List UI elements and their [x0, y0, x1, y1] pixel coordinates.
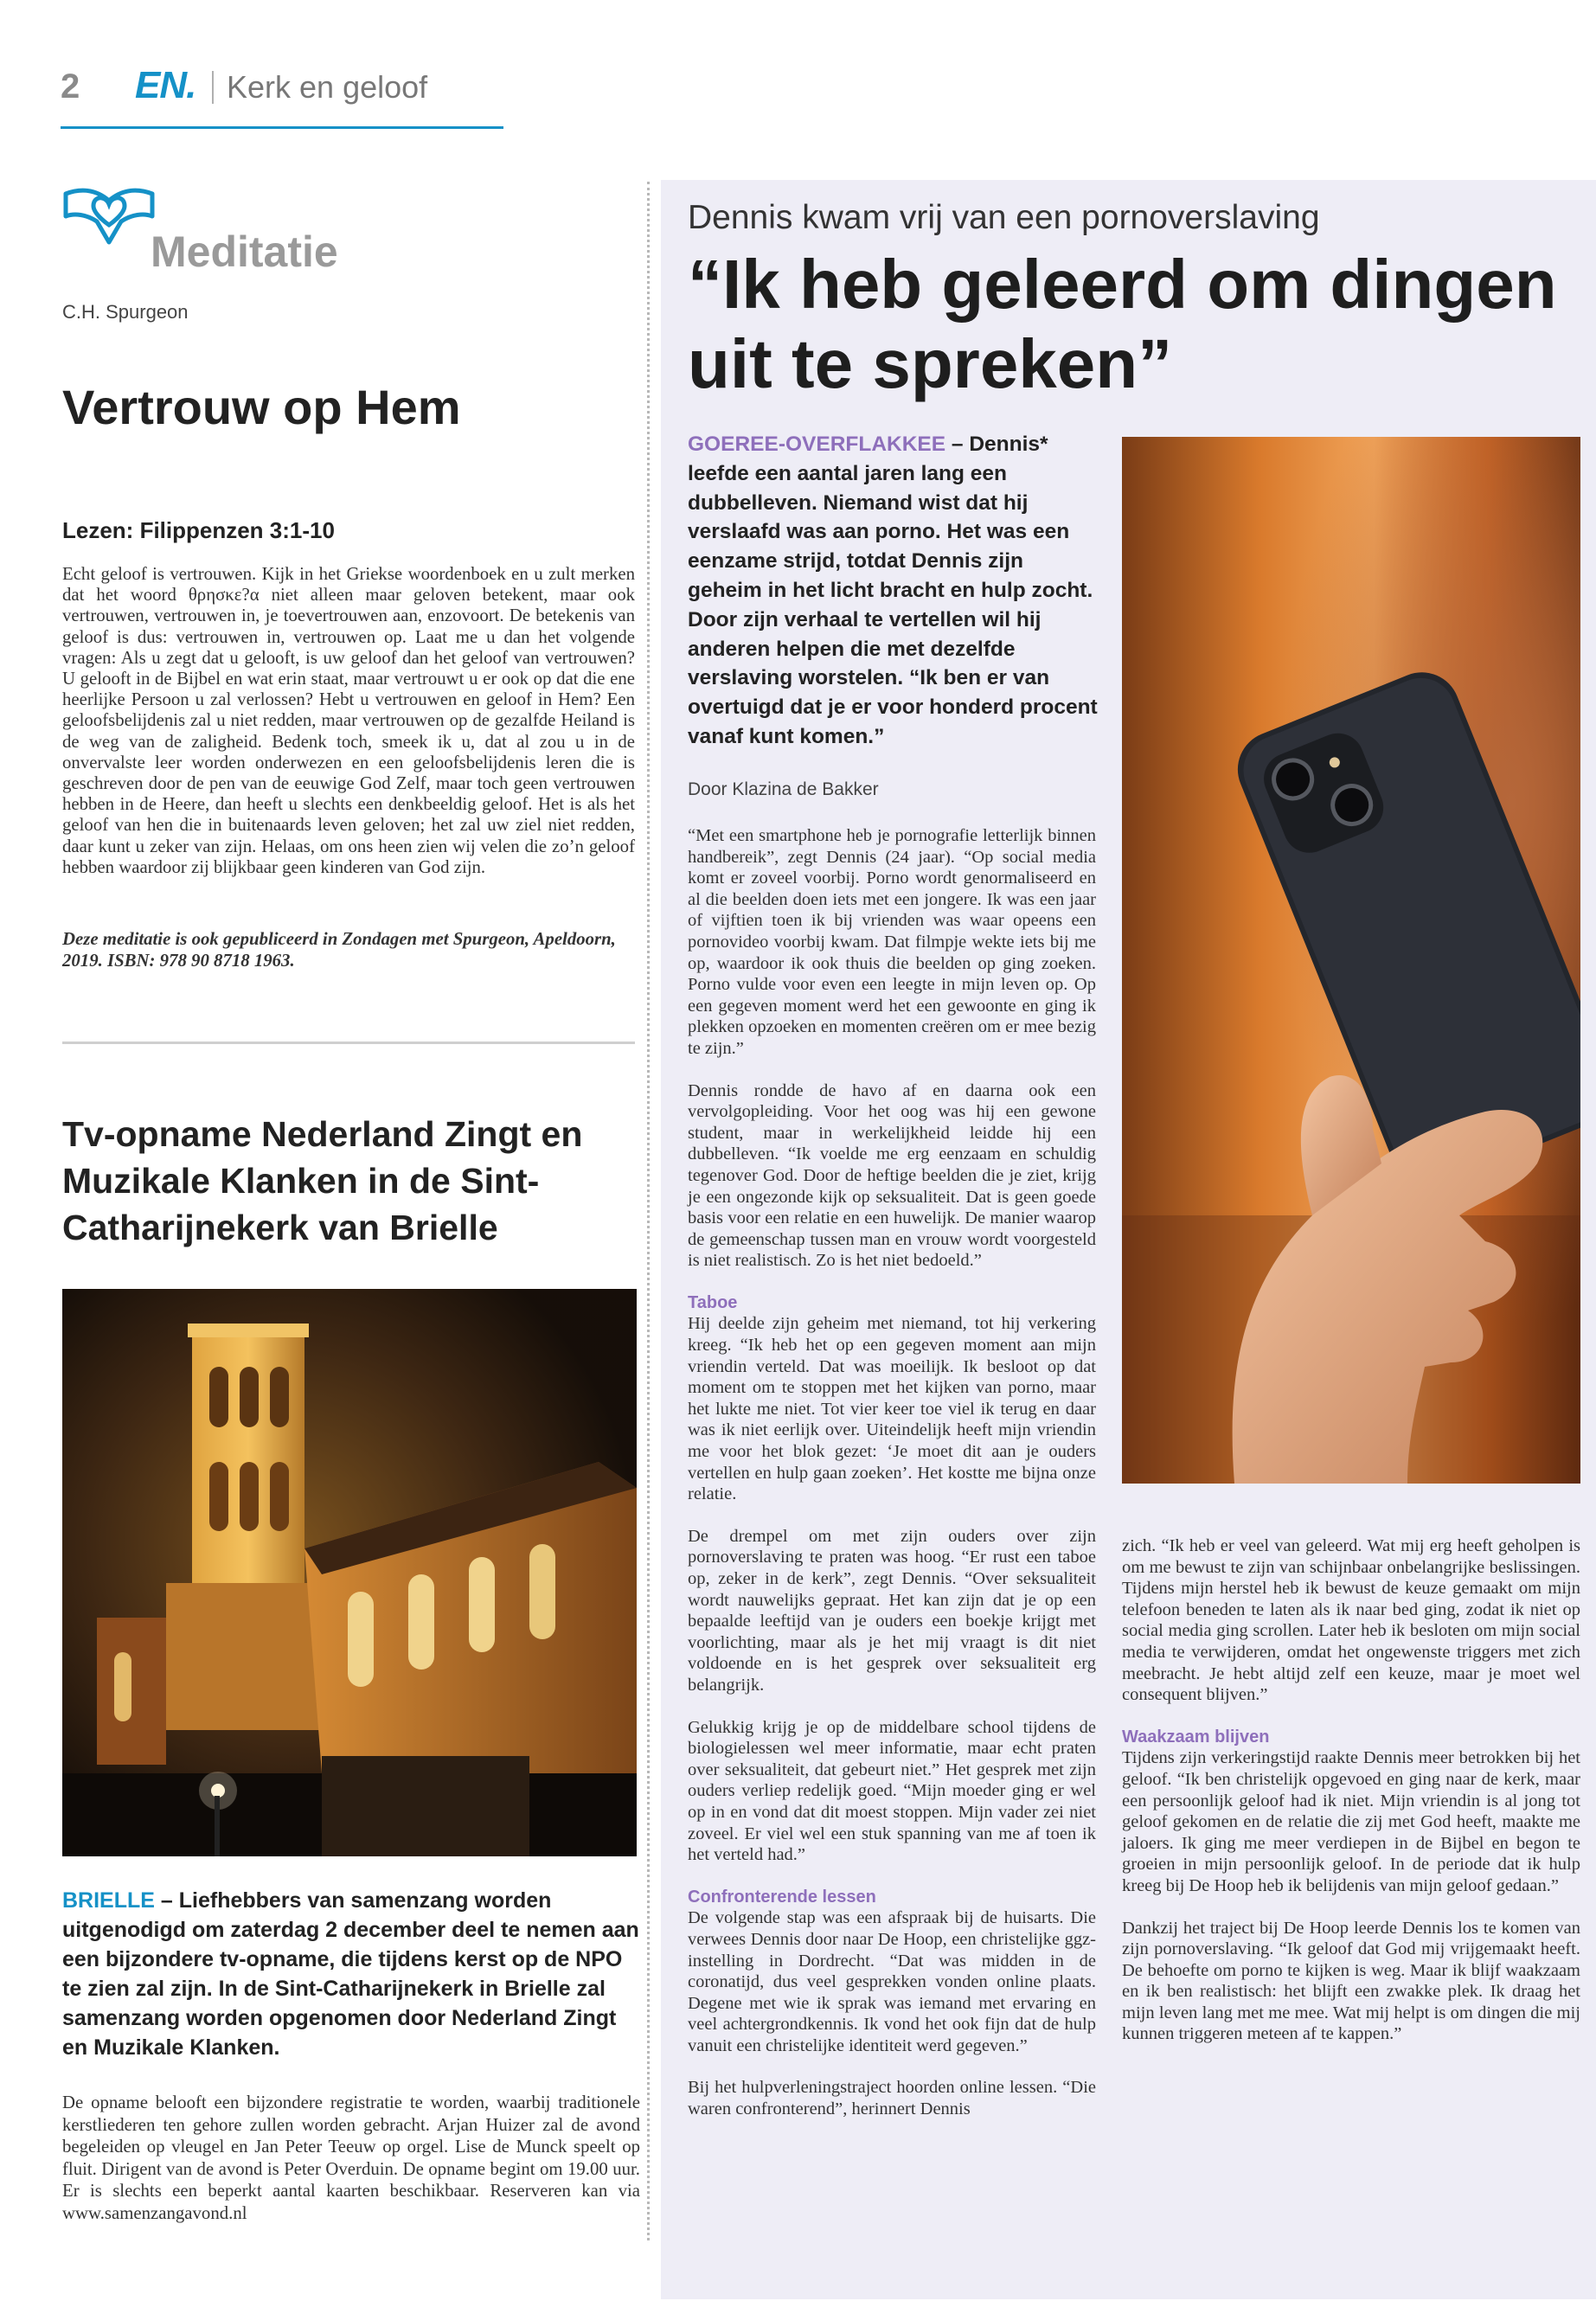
church-photo: [62, 1289, 637, 1856]
feature-column-2: [1122, 1535, 1580, 2066]
meditation-note: Deze meditatie is ook gepubliceerd in Zondagen met Spurgeon, Apeldoorn, 2019. ISBN: 978 90 8718 1963.: [62, 929, 616, 971]
tv-article-title: Tv-opname Nederland Zingt en Muzikale Klanken in de Sint-Catharijnekerk van Brielle: [62, 1114, 583, 1247]
header-separator: [212, 71, 214, 104]
feature-column-1: [688, 825, 1096, 2141]
subheading-taboe: Taboe: [688, 1292, 738, 1312]
feature-paragraph: Tijdens zijn verkeringstijd raakte Dennis meer betrokken bij het geloof. “Ik ben christelijk opgevoed en ging naar de kerk, maar een persoonlijk geloof had ik niet. Mijn vriendin is al jong tot geloof gekomen en de relatie die zij met God heeft, maakte me jaloers. Ik ging me meer verdiepen in de Bijbel en begon te groeien in mijn persoonlijk geloof. In de periode dat ik hulp kreeg bij De Hoop heb ik belijdenis van mijn geloof gedaan.”: [1122, 1748, 1580, 1895]
tv-article-body: De opname belooft een bijzondere registratie te worden, waarbij traditionele kerstliederen ten gehore zullen worden gebracht. Arjan Huizer zal de avond begeleiden op vleugel en Jan Peter Teeuw op orgel. Lise de Munck speelt op fluit. Dirigent van de avond is Peter Overduin. De opname begint om 19.00 uur. Er is slechts een beperkt aantal kaarten beschikbaar. Reserveren kan via www.samenzangavond.nl: [62, 2093, 640, 2223]
section-title: Kerk en geloof: [227, 69, 428, 105]
meditation-title: Vertrouw op Hem: [62, 380, 461, 434]
smartphone-photo: [1122, 437, 1580, 1484]
meditation-reading: Lezen: Filippenzen 3:1-10: [62, 517, 335, 543]
feature-paragraph: Hij deelde zijn geheim met niemand, tot hij verkering kreeg. “Ik heb het op een gegeven moment aan mijn vriendin verteld. Dat was moeilijk. Ik besloot op dat moment om te stoppen met het kijken van porno, maar het lukte me niet. Tot vier keer toe viel ik terug en daar was ik niet eerlijk over. Uiteindelijk heeft mijn vriendin me voor het blok gezet: ‘Je moet dit aan je ouders vertellen en hulp gaan zoeken’. Het kostte me bijna onze relatie.: [688, 1314, 1096, 1504]
meditation-label: Meditatie: [151, 228, 338, 276]
section-rule: [62, 1042, 635, 1044]
tv-article-place: BRIELLE: [62, 1888, 155, 1913]
feature-paragraph: zich. “Ik heb er veel van geleerd. Wat mij erg heeft geholpen is om me bewust te zijn van schijnbaar onbelangrijke beslissingen. Tijdens mijn herstel heb ik bewust de keuze gemaakt om mijn telefoon beneden te laten als ik naar bed ging, zodat ik niet op social media ging scrollen. Later heb ik besloten om mijn social media te verwijderen, omdat het ongewenste triggers met zich meebracht. Je hebt altijd zelf een keuze, maar je moet wel consequent blijven.”: [1122, 1536, 1580, 1705]
feature-paragraph: “Met een smartphone heb je pornografie letterlijk binnen handbereik”, zegt Dennis (24 jaar). “Op social media komt er zoveel voorbij. Porno wordt genormaliseerd en al die beelden doen iets met een jongere. Ik was een jaar of vijftien toen ik bij vrienden was waar opeens een pornovideo voorbij kwam. Dat filmpje wekte iets bij me op, waardoor ik ook thuis die beelden op ging zoeken. Porno vulde voor even een leegte in mijn leven op. Op een gegeven moment werd het een gewoonte en ging ik plekken opzoeken en momenten creëren om er mee bezig te zijn.”: [688, 826, 1096, 1058]
tv-article-lead: [62, 1886, 640, 2062]
feature-paragraph: Gelukkig krijg je op de middelbare school tijdens de biologielessen wel meer informatie, maar echt praten over seksualiteit, dat gebeurt niet.” Het gesprek met zijn ouders verliep redelijk goed. “Mijn moeder ging er wel op in en vond dat dit moest stoppen. Mijn vader zei niet zoveel. Er viel wel een stuk spanning van me af toen ik het verteld had.”: [688, 1717, 1096, 1865]
header-rule: [61, 126, 503, 129]
meditation-author: C.H. Spurgeon: [62, 301, 189, 323]
feature-paragraph: Bij het hulpverleningstraject hoorden online lessen. “Die waren confronterend”, herinnert Dennis: [688, 2078, 1096, 2119]
meditation-body: Echt geloof is vertrouwen. Kijk in het Griekse woordenboek en u zult merken dat het woord θρησκε?α niet alleen maar geloven betekent, maar ook vertrouwen, vertrouwen in, je toevertrouwen aan, enzovoort. De betekenis van geloof is dus: vertrouwen in, vertrouwen op. Laat me u dan het volgende vragen: Als u zegt dat u gelooft, is uw geloof dan het geloof van vertrouwen? U gelooft in de Bijbel en wat erin staat, maar vertrouwt u er ook op dat die ene heerlijke Persoon u zal verlossen? Hebt u vertrouwen en geloof in Hem? Een geloofsbelijdenis zal u niet redden, maar vertrouwen op de gezalfde Heiland is de weg van de zaligheid. Bedenk toch, smeek ik u, dat al zou u in de onvervalste leer worden onderwezen en een geloofsbelijdenis leren die is geschreven door de pen van de eeuwige God Zelf, maar toch geen vertrouwen hebben in de Heere, dan heeft u slechts een denkbeeldig geloof. Het is als het geloof van hen die in buitenaards leven geloven; het zal uw ziel niet redden, daar kunt u zeker van zijn. Helaas, om ons heen zien wij velen die zo’n geloof hebben waardoor zij blijkbaar geen kinderen van God zijn.: [62, 564, 635, 877]
feature-paragraph: De drempel om met zijn ouders over zijn pornoverslaving te praten was hoog. “Er rust een taboe op, zeker in de kerk”, zegt Dennis. “Over seksualiteit wordt nauwelijks gepraat. Het kan zijn dat je op een bepaalde leeftijd van je ouders een boekje krijgt met voorlichting, maar als je het mij vraagt is dit niet voldoende en is het gesprek over seksualiteit erg belangrijk.: [688, 1526, 1096, 1695]
newspaper-logo: EN.: [135, 64, 196, 106]
feature-lead: [688, 430, 1103, 752]
feature-paragraph: De volgende stap was een afspraak bij de huisarts. Die verwees Dennis door naar De Hoop, een christelijke ggz-instelling in Dordrecht. “Dat was midden in de coronatijd, dus veel gesprekken vonden online plaats. Degene met wie ik sprak was iemand met ervaring en veel achtergrondkennis. Ik vond het ook fijn dat de hulp vanuit een christelijke identiteit werd gegeven.”: [688, 1908, 1096, 2055]
feature-paragraph: Dankzij het traject bij De Hoop leerde Dennis los te komen van zijn pornoverslaving. “Ik geloof dat God mij vrijgemaakt heeft. De behoefte om porno te kijken is weg. Maar ik blijf waakzaam en ik ben realistisch: het blijft een zwakke plek. Ik draag het mijn leven lang met me mee. Wat mij helpt is om dingen die mij kunnen triggeren meteen af te kappen.”: [1122, 1918, 1580, 2044]
tv-article-lead-text: – Liefhebbers van samenzang worden uitgenodigd om zaterdag 2 december deel te nemen aan een bijzondere tv-opname, die tijdens kerst op de NPO te zien zal zijn. In de Sint-Catharijnekerk in Brielle zal samenzang worden opgenomen door Nederland Zingt en Muzikale Klanken.: [62, 1888, 639, 2060]
feature-lead-text: – Dennis* leefde een aantal jaren lang een dubbelleven. Niemand wist dat hij verslaafd was aan porno. Het was een eenzame strijd, totdat Dennis zijn geheim in het licht bracht en hulp zocht. Door zijn verhaal te vertellen wil hij anderen helpen die met dezelfde verslaving worstelen. “Ik ben er van overtuigd dat je er voor honderd procent vanaf kunt komen.”: [688, 433, 1098, 748]
feature-kicker: Dennis kwam vrij van een pornoverslaving: [688, 199, 1320, 236]
feature-byline: Door Klazina de Bakker: [688, 779, 879, 799]
feature-paragraph: Dennis rondde de havo af en daarna ook een vervolgopleiding. Voor het oog was hij een gewone student, maar in werkelijkheid leidde hij een dubbelleven. “Ik voelde me erg eenzaam en schuldig tegenover God. Door de heftige beelden die je ziet, krijg je een ongezonde kijk op seksualiteit. Dat is geen goede basis voor een relatie en een huwelijk. De manier waarop de gemeenschap tussen man en vrouw wordt voorgesteld is niet realistisch. Zo is het niet bedoeld.”: [688, 1080, 1096, 1271]
subheading-waakzaam-blijven: Waakzaam blijven: [1122, 1727, 1270, 1747]
subheading-confronterende-lessen: Confronterende lessen: [688, 1887, 876, 1907]
page-number: 2: [61, 67, 80, 106]
feature-headline: “Ik heb geleerd om dingen uit te spreken”: [688, 246, 1557, 402]
feature-place: GOEREE-OVERFLAKKEE: [688, 433, 946, 456]
open-book-heart-icon: [61, 178, 157, 256]
